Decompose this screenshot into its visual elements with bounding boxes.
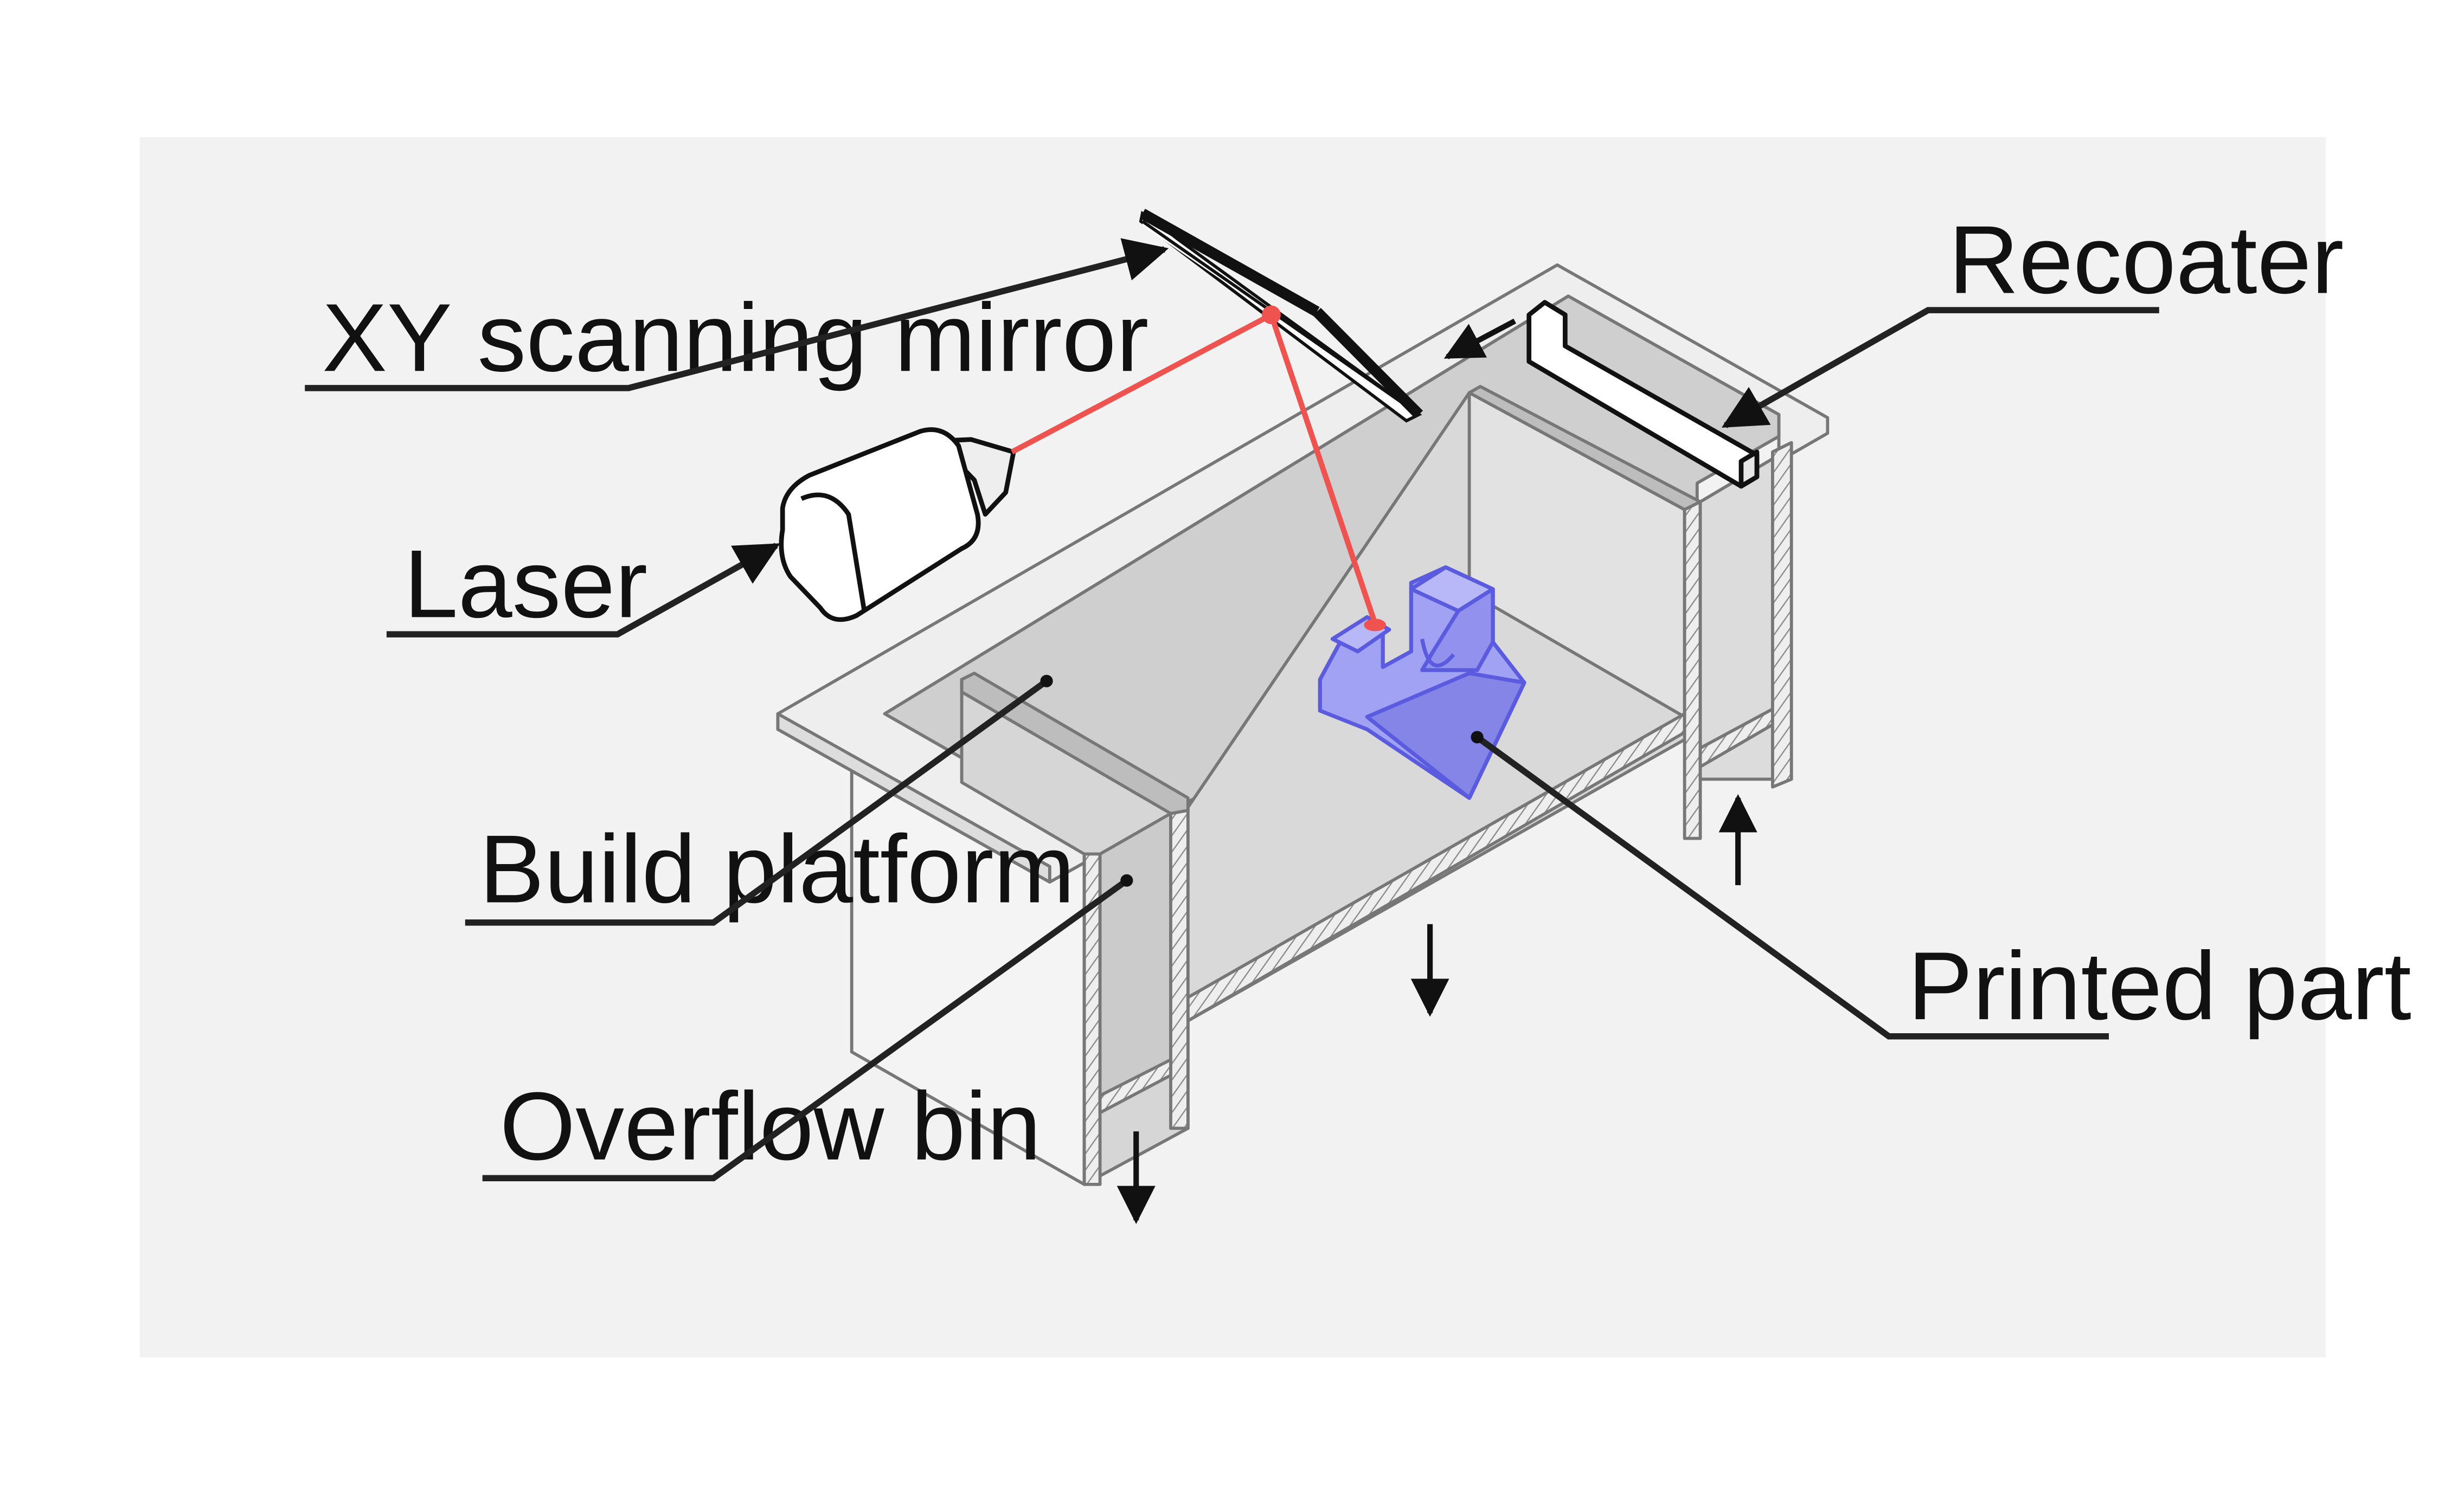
label-text-overflow-bin: Overflow bin xyxy=(499,1072,1041,1180)
beam-mirror-spot xyxy=(1262,305,1281,324)
label-text-recoater: Recoater xyxy=(1948,205,2344,314)
beam-part-spot xyxy=(1364,619,1386,631)
supply-chamber xyxy=(1701,442,1792,787)
label-text-laser: Laser xyxy=(403,530,648,638)
label-text-mirror: XY scanning mirror xyxy=(322,283,1149,392)
label-text-build-platform: Build platform xyxy=(479,815,1075,923)
label-text-printed-part: Printed part xyxy=(1908,931,2411,1040)
